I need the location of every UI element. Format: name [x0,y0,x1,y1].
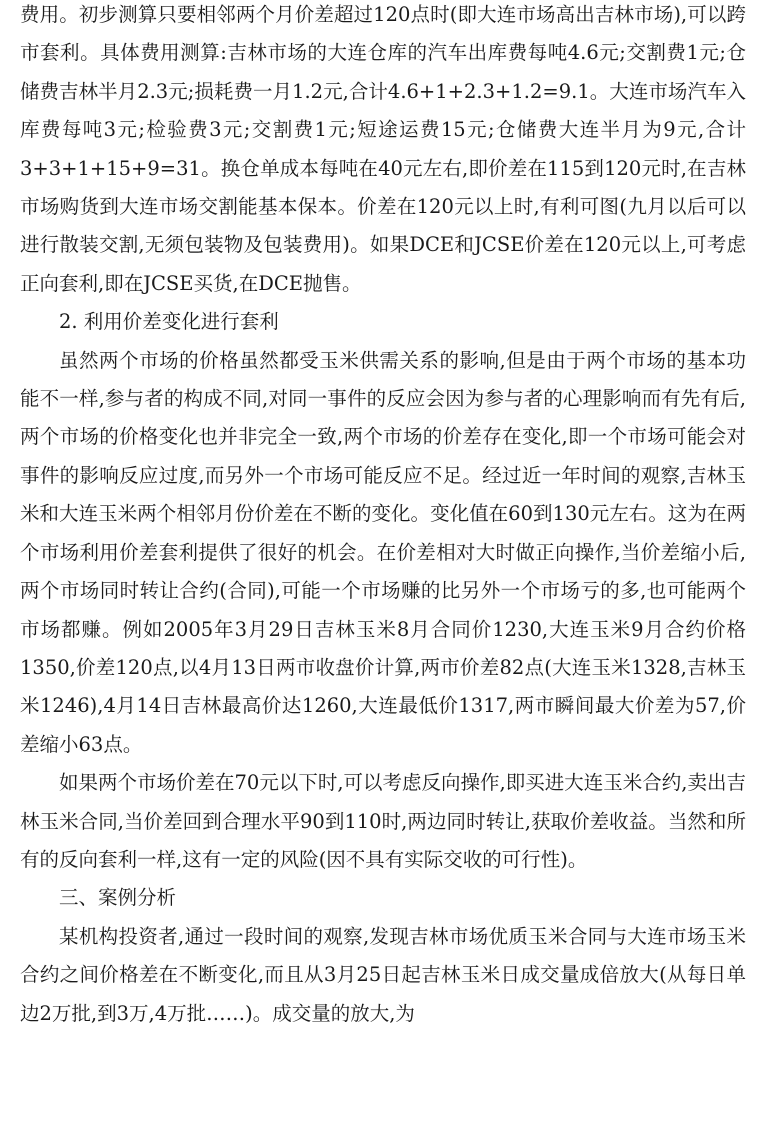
paragraph-reverse-operation: 如果两个市场价差在70元以下时,可以考虑反向操作,即买进大连玉米合约,卖出吉林玉米合同,当价差回到合理水平90到110时,两边同时转让,获取价差收益。当然和所有的反向套利一样,这有一定的风险(因不具有实际交收的可行性)。 [20,771,746,871]
paragraph-spread-change: 虽然两个市场的价格虽然都受玉米供需关系的影响,但是由于两个市场的基本功能不一样,参与者的构成不同,对同一事件的反应会因为参与者的心理影响而有先有后,两个市场的价格变化也并非完全一致,两个市场的价差存在变化,即一个市场可能会对事件的影响反应过度,而另外一个市场可能反应不足。经过近一年时间的观察,吉林玉米和大连玉米两个相邻月份价差在不断的变化。变化值在60到130元左右。这为在两个市场利用价差套利提供了很好的机会。在价差相对大时做正向操作,当价差缩小后,两个市场同时转让合约(合同),可能一个市场赚的比另外一个市场亏的多,也可能两个市场都赚。例如2005年3月29日吉林玉米8月合同价1230,大连玉米9月合约价格1350,价差120点,以4月13日两市收盘价计算,两市价差82点(大连玉米1328,吉林玉米1246),4月14日吉林最高价达1260,大连最低价1317,两市瞬间最大价差为57,价差缩小63点。 [20,348,746,756]
section-heading-case-analysis: 三、案例分析 [59,886,177,910]
section-heading-spread-arbitrage: 2. 利用价差变化进行套利 [59,310,279,334]
paragraph-case-study: 某机构投资者,通过一段时间的观察,发现吉林市场优质玉米合同与大连市场玉米合约之间价格差在不断变化,而且从3月25日起吉林玉米日成交量成倍放大(从每日单边2万批,到3万,4万批……)。成交量的放大,为 [20,924,746,1025]
paragraph-cost-calculation: 费用。初步测算只要相邻两个月价差超过120点时(即大连市场高出吉林市场),可以跨市套利。具体费用测算:吉林市场的大连仓库的汽车出库费每吨4.6元;交割费1元;仓储费吉林半月2.3元;损耗费一月1.2元,合计4.6+1+2.3+1.2=9.1。大连市场汽车入库费每吨3元;检验费3元;交割费1元;短途运费15元;仓储费大连半月为9元,合计3+3+1+15+9=31。换仓单成本每吨在40元左右,即价差在115到120元时,在吉林市场购货到大连市场交割能基本保本。价差在120元以上时,有利可图(九月以后可以进行散装交割,无须包装物及包装费用)。如果DCE和JCSE价差在120元以上,可考虑正向套利,即在JCSE买货,在DCE抛售。 [20,3,746,295]
